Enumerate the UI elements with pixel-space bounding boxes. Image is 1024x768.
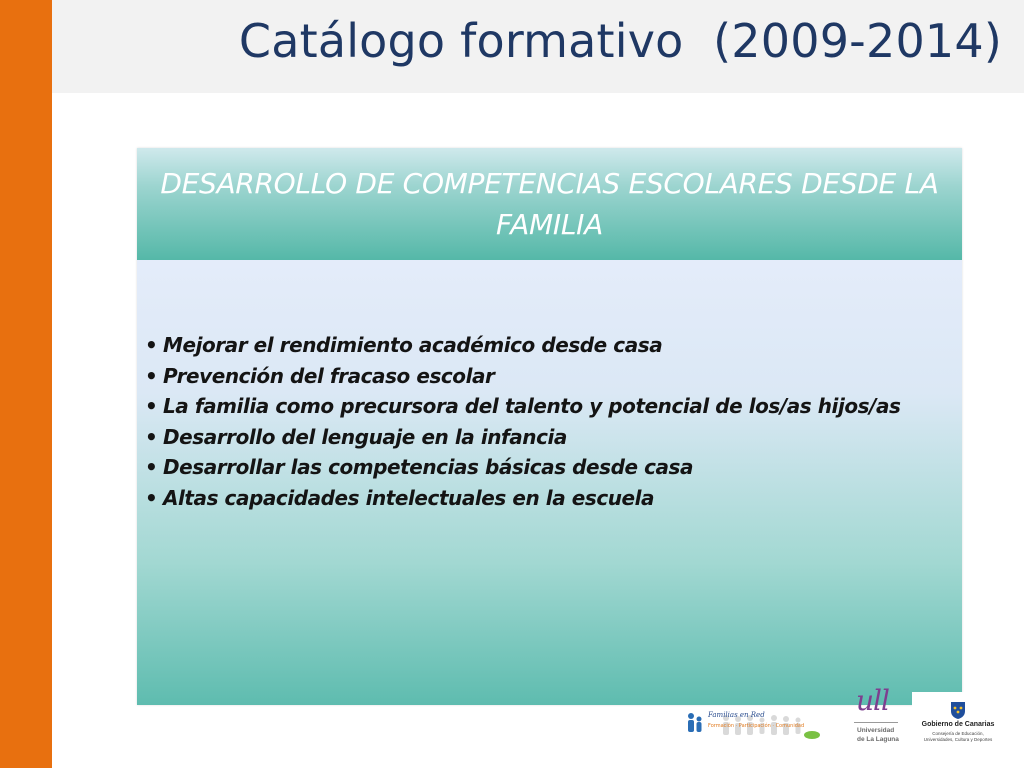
list-item: • Prevención del fracaso escolar	[145, 361, 900, 392]
bullet-list	[145, 330, 900, 514]
bullet-icon: •	[145, 333, 158, 357]
card-heading: DESARROLLO DE COMPETENCIAS ESCOLARES DESDE LA FAMILIA	[160, 167, 939, 241]
slide-title: Catálogo formativo (2009-2014)	[238, 14, 1002, 68]
card-header	[137, 148, 962, 260]
list-item: • Desarrollo del lenguaje en la infancia	[145, 422, 900, 453]
list-item: • Mejorar el rendimiento académico desde casa	[145, 330, 900, 361]
bullet-icon: •	[145, 485, 158, 510]
list-item: • Desarrollar las competencias básicas desde casa	[145, 452, 900, 483]
bullet-icon: •	[145, 424, 158, 449]
coat-of-arms-icon	[949, 700, 967, 720]
list-item: • La familia como precursora del talento y potencial de los/as hijos/as	[145, 391, 900, 422]
ull-mark: ull	[856, 684, 889, 717]
gobierno-department: Consejería de Educación, Universidades, Cultura y Deportes	[923, 731, 993, 742]
card-body	[137, 260, 962, 705]
bullet-icon: •	[145, 455, 158, 480]
content-card	[137, 148, 962, 705]
familias-title: Familias en Red	[708, 711, 765, 719]
familias-en-red-logo	[686, 704, 824, 740]
footer-logos	[686, 684, 1024, 768]
gobierno-canarias-logo	[912, 692, 1004, 752]
familias-subtitle: Formación · Participación · Comunidad	[708, 723, 805, 729]
left-accent-bar	[0, 0, 52, 768]
list-item: • Altas capacidades intelectuales en la escuela	[145, 483, 900, 514]
gobierno-name: Gobierno de Canarias	[921, 721, 995, 728]
bullet-icon: •	[145, 363, 158, 388]
ull-name: Universidad de La Laguna	[857, 727, 899, 743]
ull-logo	[846, 684, 906, 768]
ull-divider	[854, 722, 898, 723]
bullet-icon: •	[145, 394, 158, 419]
